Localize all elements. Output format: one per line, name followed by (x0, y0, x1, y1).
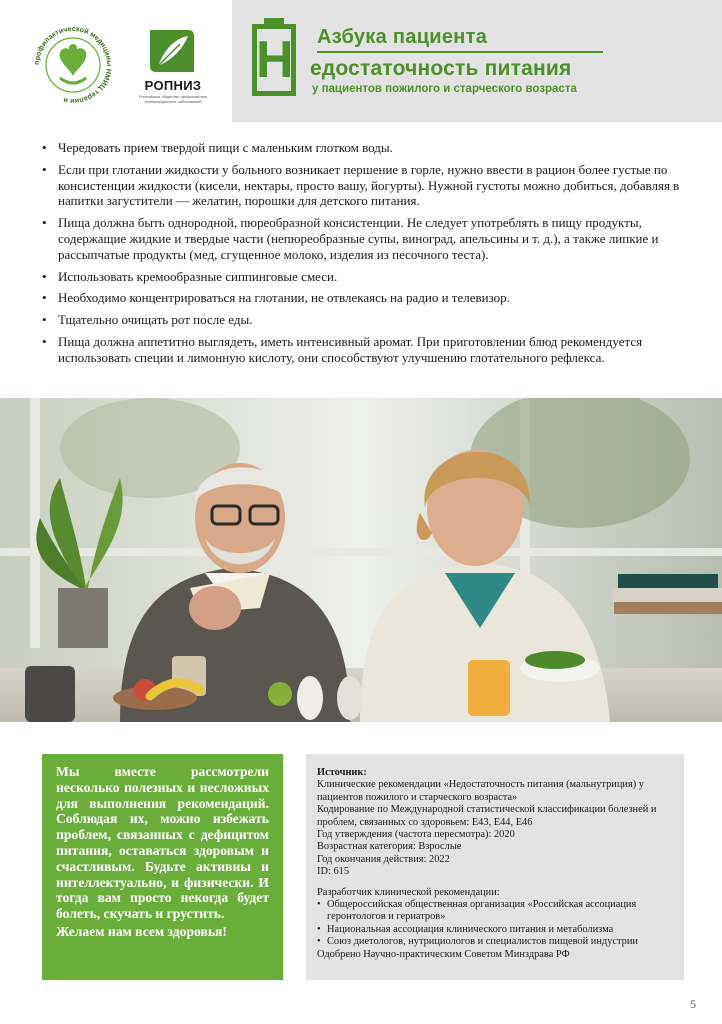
summary-box (42, 754, 283, 980)
list-item: • Чередовать прием твердой пищи с маленьким глотком воды. (42, 140, 687, 156)
list-item: • Пища должна быть однородной, пюреобразной консистенции. Не следует употреблять в пищу продукты, содержащие жидкие и твердые части (непюреобразные супы, виноград, апельсины и т. д.), а также липкие и рассыпчатые продукты (мед, сгущенное молоко, изделия из песочного теста). (42, 215, 687, 262)
list-item: • Необходимо концентрироваться на глотании, не отвлекаясь на радио и телевизор. (42, 290, 687, 306)
summary-text: Мы вместе рассмотрели несколько полезных и несложных для выполнения рекомендаций. Соблюдая их, можно избежать проблем, связанных с дефицитом питания, оставаться здоровым и счастливым. Будьте активны и интеллектуально, и физически. И тогда вам просто некогда будет болеть, скучать и грустить. (56, 764, 269, 922)
list-item: • Пища должна аппетитно выглядеть, иметь интенсивный аромат. При приготовлении блюд рекомендуется использовать специи и лимонную кислоту, они способствуют улучшению глотательного рефлекса. (42, 334, 687, 366)
leaf-logo-icon (128, 26, 218, 76)
list-item: • Союз диетологов, нутрициологов и специалистов пищевой индустрии (317, 936, 672, 948)
list-item: • Общероссийская общественная организация «Российская ассоциация геронтологов и гериатров» (317, 899, 672, 924)
nmic-logo-icon (30, 22, 116, 108)
ropniz-logo (128, 26, 218, 106)
page-subtitle: у пациентов пожилого и старческого возраста (312, 83, 577, 95)
brand-name: Азбука пациента (317, 26, 488, 48)
source-coding: Кодирование по Международной статистической классификации болезней и проблем, связанных со здоровьем: E43, E44, E46 (317, 804, 657, 828)
summary-wish: Желаем нам всем здоровья! (56, 923, 227, 939)
list-item: • Тщательно очищать рот после еды. (42, 312, 687, 328)
developer-list (317, 899, 672, 949)
page-number: 5 (690, 997, 696, 1011)
brand-divider (317, 51, 603, 53)
source-end-year: Год окончания действия: 2022 (317, 853, 450, 865)
source-age-category: Возрастная категория: Взрослые (317, 841, 462, 853)
list-item: • Национальная ассоциация клинического питания и метаболизма (317, 924, 672, 936)
approved-by: Одобрено Научно-практическим Советом Минздрава РФ (317, 948, 570, 960)
logo2-name: РОПНИЗ (144, 78, 202, 93)
list-item: • Использовать кремообразные сиппинговые смеси. (42, 269, 687, 285)
photo-elderly-couple-eating (0, 398, 722, 722)
page-title: едостаточность питания (310, 57, 572, 80)
source-label: Источник: (317, 767, 367, 778)
source-approval-year: Год утверждения (частота пересмотра): 2020 (317, 829, 515, 841)
source-box (306, 754, 684, 980)
photo-illustration (0, 398, 722, 722)
brand-letter: Н (256, 31, 294, 89)
list-item: • Если при глотании жидкости у больного возникает першение в горле, нужно ввести в рацион более густые по консистенции жидкости (кисели, нектары, просто вашу, йогурты). Нужной густоты можно добиться, добавляя в напитки загустители — желатин, порошки для детского питания. (42, 162, 687, 209)
recommendation-list (42, 140, 687, 372)
logo1-ring-text: профилактической медицины НМИЦ терапии и (31, 23, 115, 107)
source-guideline: Клинические рекомендации «Недостаточность питания (мальнутриция) у пациентов пожилого и старческого возраста» (317, 779, 644, 803)
developer-label: Разработчик клинической рекомендации: (317, 886, 500, 898)
header-logos (0, 0, 232, 122)
logo2-subtext: Российское общество профилактики неинфекционных заболеваний (138, 94, 208, 104)
source-id: ID: 615 (317, 866, 350, 878)
